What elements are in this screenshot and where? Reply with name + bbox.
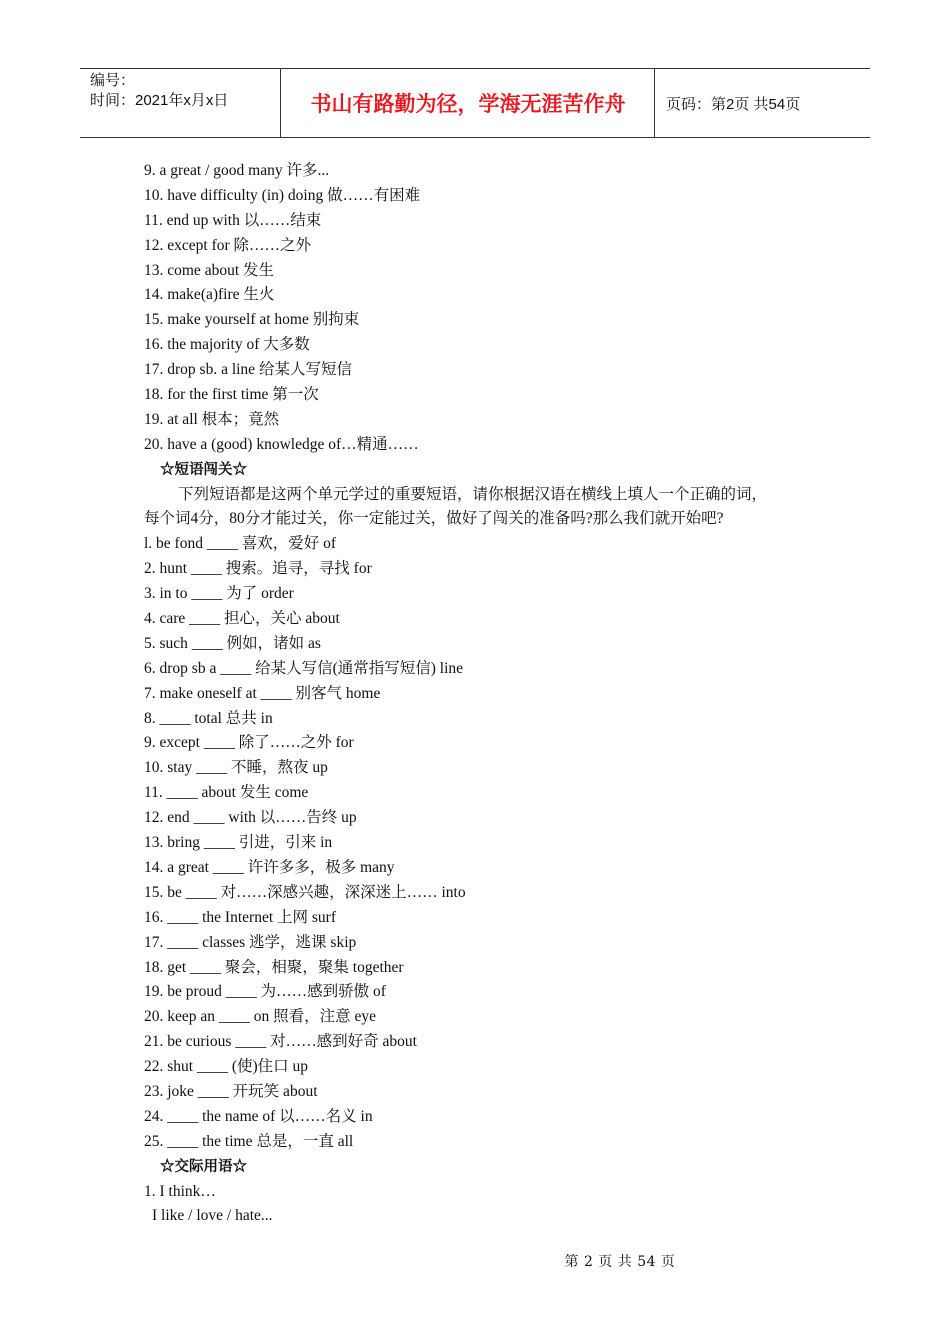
header-motto: 书山有路勤为径，学海无涯苦作舟	[310, 92, 626, 116]
text-line: 8. ____ total 总共 in	[144, 709, 273, 727]
text-line: 20. have a (good) knowledge of…精通……	[144, 435, 419, 453]
document-body	[144, 159, 834, 1229]
header-divider	[280, 69, 281, 137]
text-line: 1. I think…	[144, 1182, 216, 1200]
text-line: 每个词4分，80分才能过关，你一定能过关，做好了闯关的准备吗?那么我们就开始吧?	[144, 510, 724, 528]
header-number-label: 编号：	[90, 72, 136, 89]
text-line: 13. bring ____ 引进，引来 in	[144, 834, 333, 852]
footer-page-number: 第 2 页 共 54 页	[564, 1254, 676, 1270]
text-line: 17. drop sb. a line 给某人写短信	[144, 361, 352, 379]
text-line: 14. a great ____ 许许多多，极多 many	[144, 858, 395, 876]
text-line: 6. drop sb a ____ 给某人写信(通常指写短信) line	[144, 659, 464, 677]
text-line: 17. ____ classes 逃学，逃课 skip	[144, 933, 357, 951]
header-page-info: 页码：第2页 共54页	[666, 95, 801, 113]
text-line: 24. ____ the name of 以……名义 in	[144, 1107, 373, 1125]
text-line: l. be fond ____ 喜欢，爱好 of	[144, 535, 337, 553]
header-meta	[90, 71, 228, 111]
text-line: 7. make oneself at ____ 别客气 home	[144, 684, 381, 702]
text-line: 3. in to ____ 为了 order	[144, 585, 294, 603]
page-header	[80, 68, 870, 138]
text-line: 18. get ____ 聚会，相聚，聚集 together	[144, 958, 404, 976]
text-line: 10. have difficulty (in) doing 做……有困难	[144, 186, 421, 204]
text-line: 19. at all 根本；竟然	[144, 410, 280, 428]
text-line: 10. stay ____ 不睡，熬夜 up	[144, 759, 328, 777]
text-line: 12. except for 除……之外	[144, 236, 312, 254]
text-line: 20. keep an ____ on 照看，注意 eye	[144, 1008, 377, 1026]
text-line: 15. make yourself at home 别拘束	[144, 311, 360, 329]
text-line: 21. be curious ____ 对……感到好奇 about	[144, 1033, 417, 1051]
text-line: 13. come about 发生	[144, 261, 275, 279]
text-line: 9. a great / good many 许多...	[144, 162, 330, 179]
text-line: 15. be ____ 对……深感兴趣，深深迷上…… into	[144, 883, 466, 901]
text-line: 14. make(a)fire 生火	[144, 286, 275, 304]
text-line: 18. for the first time 第一次	[144, 386, 319, 404]
text-line: 9. except ____ 除了……之外 for	[144, 734, 354, 752]
section-heading: ☆交际用语☆	[160, 1157, 247, 1175]
page-footer	[0, 1251, 950, 1271]
text-line: 12. end ____ with 以……告终 up	[144, 809, 357, 827]
text-line: 11. ____ about 发生 come	[144, 784, 309, 802]
text-line: 22. shut ____ (使)住口 up	[144, 1058, 309, 1076]
text-line: I like / love / hate...	[152, 1207, 273, 1225]
header-divider	[654, 69, 655, 137]
text-line: 11. end up with 以……结束	[144, 211, 322, 229]
header-time-label: 时间：2021年x月x日	[90, 92, 229, 109]
text-line: 19. be proud ____ 为……感到骄傲 of	[144, 983, 386, 1001]
text-line: 5. such ____ 例如，诸如 as	[144, 634, 321, 652]
text-line: 下列短语都是这两个单元学过的重要短语，请你根据汉语在横线上填人一个正确的词，	[178, 485, 768, 503]
section-heading: ☆短语闯关☆	[160, 460, 247, 478]
text-line: 23. joke ____ 开玩笑 about	[144, 1082, 318, 1100]
text-line: 2. hunt ____ 搜索。追寻，寻找 for	[144, 560, 372, 578]
text-line: 4. care ____ 担心，关心 about	[144, 610, 340, 628]
text-line: 16. the majority of 大多数	[144, 336, 310, 354]
text-line: 25. ____ the time 总是，一直 all	[144, 1132, 354, 1150]
text-line: 16. ____ the Internet 上网 surf	[144, 908, 336, 926]
